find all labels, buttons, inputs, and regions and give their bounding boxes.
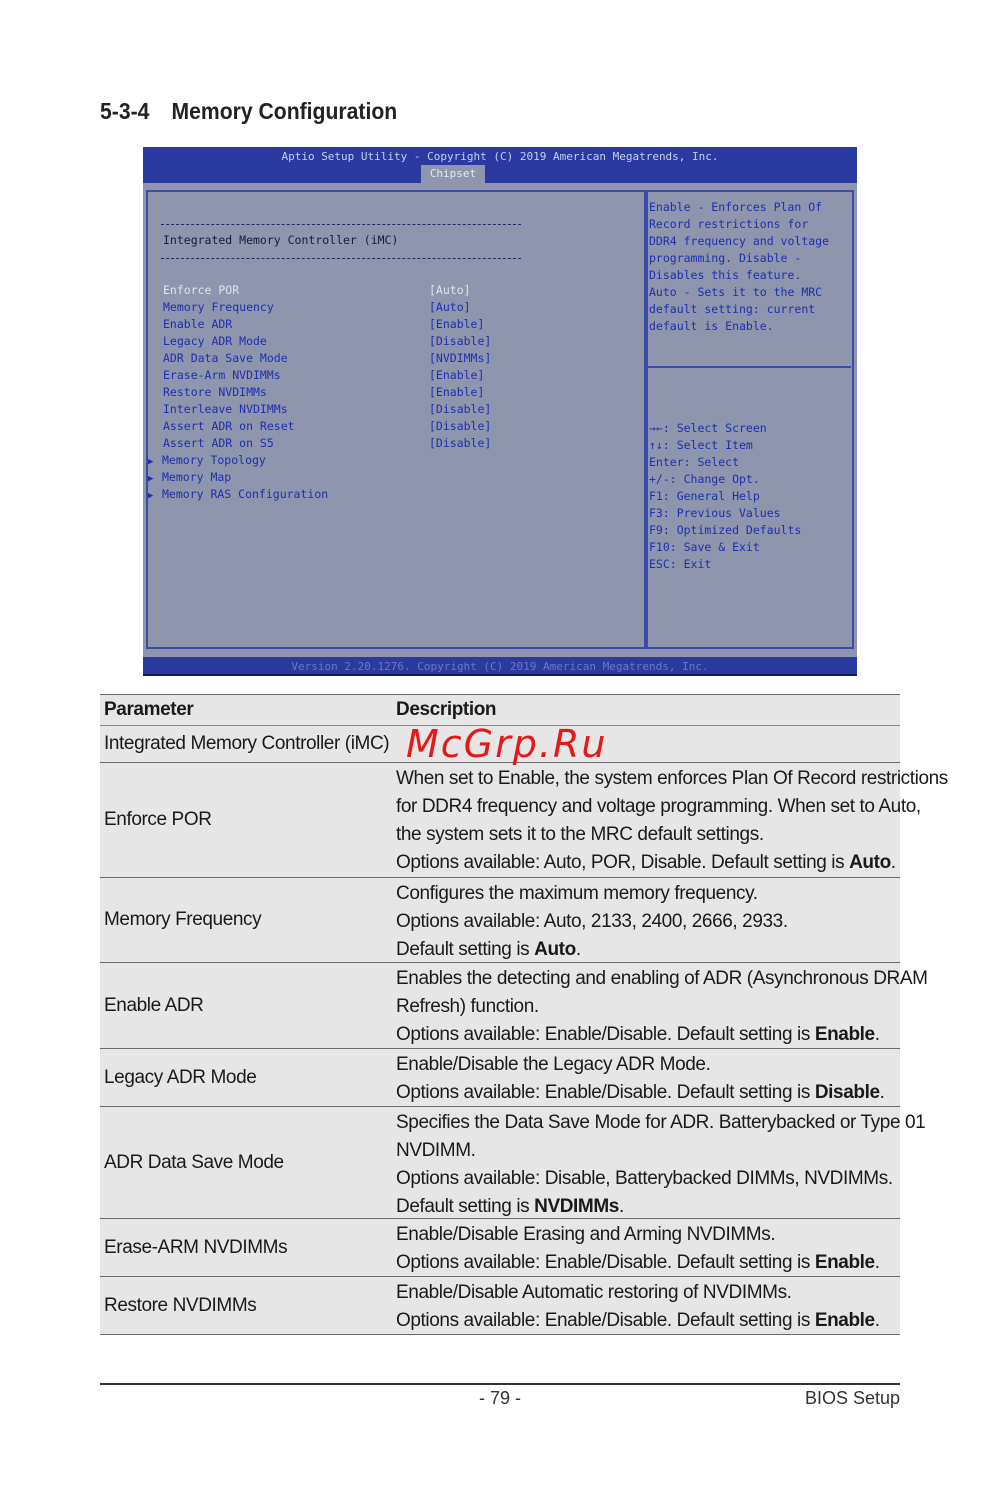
table-row [100, 1107, 926, 1219]
bios-help-divider [646, 366, 851, 368]
bios-screenshot [143, 147, 857, 676]
bios-key-hint: Enter: Select [649, 455, 740, 469]
parameter-table [100, 694, 948, 1335]
bios-setting-row[interactable] [163, 317, 543, 334]
bios-submenu-label: Memory RAS Configuration [162, 487, 329, 501]
bios-key-hint: ESC: Exit [649, 557, 712, 571]
bios-setting-row[interactable] [163, 283, 543, 300]
default-value: Disable [814, 1082, 880, 1103]
options-text: Options available: Enable/Disable. Default setting is [396, 1310, 815, 1331]
bios-key-hint: F1: General Help [649, 489, 760, 503]
bios-key-hint: +/-: Change Opt. [649, 472, 760, 486]
description-line: Options available: Disable, Batterybacked DIMMs, NVDIMMs. [396, 1168, 893, 1189]
bios-header-title: Aptio Setup Utility - Copyright (C) 2019 American Megatrends, Inc. [281, 150, 719, 163]
section-heading: Memory Configuration [171, 98, 398, 124]
default-value: Auto [534, 939, 576, 960]
parameter-description [392, 1219, 900, 1276]
table-row [100, 878, 900, 963]
bios-setting-row[interactable] [163, 334, 543, 351]
bios-setting-value[interactable]: [Disable] [429, 334, 492, 348]
section-number: 5-3-4 [100, 98, 150, 124]
table-row [100, 1049, 900, 1107]
description-default-line [396, 1193, 896, 1221]
options-suffix: . [890, 852, 896, 873]
bios-setting-label: Memory Frequency [163, 300, 274, 314]
description-line: Options available: Auto, 2133, 2400, 2666, 2933. [396, 911, 788, 932]
parameter-name: Enforce POR [104, 809, 212, 830]
parameter-description [392, 1277, 900, 1334]
bios-key-hint: F3: Previous Values [649, 506, 781, 520]
description-line: Enable/Disable the Legacy ADR Mode. [396, 1054, 711, 1075]
options-text: Options available: Enable/Disable. Default setting is [396, 1252, 815, 1273]
submenu-arrow-icon: ▶ [148, 457, 154, 467]
options-suffix: . [618, 1196, 624, 1217]
bios-divider-top [161, 224, 521, 225]
bios-setting-label: ADR Data Save Mode [163, 351, 288, 365]
parameter-description [392, 963, 928, 1048]
bios-setting-value[interactable]: [Disable] [429, 402, 492, 416]
options-suffix: . [874, 1252, 880, 1273]
description-default-line [396, 1249, 896, 1277]
bios-setting-label: Enforce POR [163, 283, 240, 297]
bios-group-label: Integrated Memory Controller (iMC) [163, 233, 399, 247]
submenu-arrow-icon: ▶ [148, 491, 154, 501]
bios-submenu-label: Memory Map [162, 470, 232, 484]
bios-setting-value[interactable]: [NVDIMMs] [429, 351, 492, 365]
bios-setting-row[interactable] [163, 385, 543, 402]
description-line: the system sets it to the MRC default settings. [396, 824, 764, 845]
bios-submenu-item[interactable] [148, 453, 266, 470]
options-text: Options available: Auto, POR, Disable. Default setting is [396, 852, 850, 873]
default-value: Enable [814, 1252, 875, 1273]
bios-setting-value[interactable]: [Auto] [429, 283, 471, 297]
bios-setting-label: Assert ADR on S5 [163, 436, 274, 450]
header-description: Description [396, 699, 497, 720]
bios-key-hint: ↑↓: Select Item [649, 438, 753, 452]
bios-setting-label: Erase-Arm NVDIMMs [163, 368, 281, 382]
options-text: Default setting is [396, 939, 535, 960]
description-default-line [396, 1079, 896, 1107]
default-value: Enable [814, 1310, 875, 1331]
description-default-line [396, 936, 896, 964]
description-line: NVDIMM. [396, 1140, 476, 1161]
bios-setting-value[interactable]: [Enable] [429, 385, 485, 399]
description-default-line [396, 1307, 896, 1335]
default-value: NVDIMMs [534, 1196, 619, 1217]
description-line: Enables the detecting and enabling of ADR (Asynchronous DRAM [396, 968, 928, 989]
bios-setting-label: Restore NVDIMMs [163, 385, 267, 399]
footer-title: BIOS Setup [804, 1388, 900, 1408]
description-line: Specifies the Data Save Mode for ADR. Batterybacked or Type 01 [396, 1112, 926, 1133]
parameter-name: Legacy ADR Mode [104, 1066, 257, 1088]
options-text: Options available: Enable/Disable. Default setting is [396, 1082, 815, 1103]
watermark-logo: McGrp.Ru [406, 722, 608, 766]
bios-setting-row[interactable] [163, 402, 543, 419]
bios-setting-label: Legacy ADR Mode [163, 334, 267, 348]
section-title [100, 98, 397, 125]
parameter-name: ADR Data Save Mode [104, 1151, 284, 1173]
table-row [100, 1219, 900, 1277]
bios-setting-value[interactable]: [Disable] [429, 436, 492, 450]
description-line: Refresh) function. [396, 996, 539, 1017]
parameter-description [392, 1049, 900, 1106]
description-line: When set to Enable, the system enforces Plan Of Record restrictions [396, 768, 948, 789]
description-line: Configures the maximum memory frequency. [396, 883, 758, 904]
description-default-line [396, 1021, 896, 1049]
tab-chipset[interactable]: Chipset [421, 165, 485, 183]
table-row [100, 1277, 900, 1335]
bios-key-legend [649, 420, 849, 573]
parameter-name: Enable ADR [104, 994, 204, 1016]
bios-setting-value[interactable]: [Disable] [429, 419, 492, 433]
bios-setting-value[interactable]: [Enable] [429, 317, 485, 331]
description-line: Enable/Disable Erasing and Arming NVDIMMs. [396, 1224, 776, 1245]
bios-setting-value[interactable]: [Enable] [429, 368, 485, 382]
default-value: Enable [814, 1024, 875, 1045]
bios-setting-label: Interleave NVDIMMs [163, 402, 288, 416]
bios-help-text: Enable - Enforces Plan Of Record restrictions for DDR4 frequency and voltage programming. Disable - Disables this feature. Auto - Sets it to the MRC default setting: current default is Enable. [649, 200, 830, 333]
page-number: - 79 - [478, 1388, 521, 1408]
bios-setting-row[interactable] [163, 419, 543, 436]
options-text: Default setting is [396, 1196, 535, 1217]
bios-setting-row[interactable] [163, 368, 543, 385]
options-suffix: . [575, 939, 581, 960]
description-line: for DDR4 frequency and voltage programming. When set to Auto, [396, 796, 921, 817]
parameter-name: Restore NVDIMMs [104, 1294, 257, 1316]
bios-setting-row[interactable] [163, 436, 543, 453]
bios-setting-value[interactable]: [Auto] [429, 300, 471, 314]
bios-key-hint: F10: Save & Exit [649, 540, 760, 554]
bios-setting-label: Assert ADR on Reset [163, 419, 295, 433]
bios-submenu-item[interactable] [148, 470, 231, 487]
description-default-line [396, 849, 896, 877]
footer-rule [100, 1383, 900, 1385]
parameter-description [392, 1107, 926, 1218]
bios-footer-text: Version 2.20.1276. Copyright (C) 2019 American Megatrends, Inc. [291, 660, 709, 673]
bios-key-hint: F9: Optimized Defaults [649, 523, 802, 537]
options-suffix: . [879, 1082, 885, 1103]
parameter-description [392, 763, 948, 877]
table-row [100, 763, 948, 878]
parameter-name: Erase-ARM NVDIMMs [104, 1236, 288, 1258]
submenu-arrow-icon: ▶ [148, 474, 154, 484]
options-suffix: . [874, 1024, 880, 1045]
bios-divider-bottom [161, 258, 521, 259]
bios-setting-row[interactable] [163, 300, 543, 317]
bios-submenu-item[interactable] [148, 487, 328, 504]
parameter-description [392, 878, 900, 962]
bios-key-hint: →←: Select Screen [649, 421, 767, 435]
table-row [100, 963, 928, 1049]
default-value: Auto [849, 852, 891, 873]
description-line: Enable/Disable Automatic restoring of NVDIMMs. [396, 1282, 792, 1303]
bios-setting-row[interactable] [163, 351, 543, 368]
bios-setting-label: Enable ADR [163, 317, 233, 331]
bios-footer [143, 657, 857, 676]
bios-header [143, 147, 857, 183]
bios-submenu-label: Memory Topology [162, 453, 266, 467]
parameter-name: Memory Frequency [104, 909, 262, 930]
parameter-name: Integrated Memory Controller (iMC) [104, 733, 390, 754]
options-suffix: . [874, 1310, 880, 1331]
options-text: Options available: Enable/Disable. Default setting is [396, 1024, 815, 1045]
header-parameter: Parameter [104, 699, 194, 720]
